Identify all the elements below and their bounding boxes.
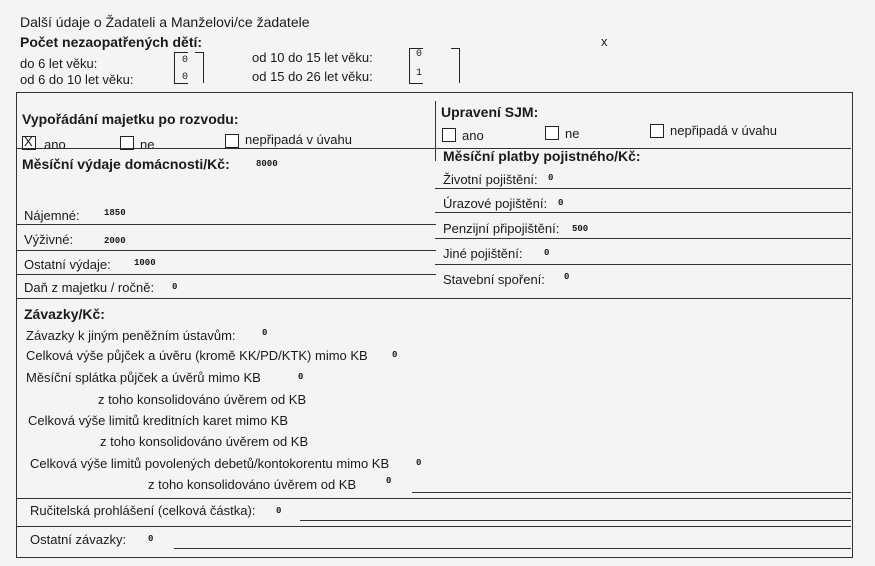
property-na-label: nepřipadá v úvahu bbox=[245, 132, 352, 147]
children-under-6-label: do 6 let věku: bbox=[20, 56, 98, 71]
liability-other-banks-label: Závazky k jiným peněžním ústavům: bbox=[26, 328, 236, 343]
liabilities-title: Závazky/Kč: bbox=[24, 306, 105, 322]
insurance-accident-value: 0 bbox=[558, 198, 564, 208]
liability-monthly-installment-label: Měsíční splátka půjček a úvěrů mimo KB bbox=[26, 370, 261, 385]
property-na-checkbox[interactable] bbox=[225, 134, 239, 148]
insurance-life-value: 0 bbox=[548, 173, 554, 183]
children-under-6-value: 0 bbox=[182, 55, 189, 66]
insurance-building-value: 0 bbox=[564, 272, 570, 282]
insurance-pension-label: Penzijní připojištění: bbox=[443, 221, 560, 236]
sjm-ano-checkbox[interactable] bbox=[442, 128, 456, 142]
liabilities-divider bbox=[16, 498, 851, 499]
expenses-total-value: 8000 bbox=[256, 159, 278, 169]
expense-tax-label: Daň z majetku / ročně: bbox=[24, 280, 155, 295]
insurance-other-label: Jiné pojištění: bbox=[443, 246, 523, 261]
form-title: Další údaje o Žadateli a Manželovi/ce žadatele bbox=[20, 14, 310, 30]
expense-other-line bbox=[16, 274, 436, 275]
sjm-ne-label: ne bbox=[565, 126, 580, 141]
liability-overdraft-consolidated-value: 0 bbox=[386, 476, 392, 486]
insurance-title: Měsíční platby pojistného/Kč: bbox=[443, 148, 641, 164]
other-liabilities-label: Ostatní závazky: bbox=[30, 532, 127, 547]
liability-loans-total-value: 0 bbox=[392, 350, 398, 360]
sjm-na-label: nepřipadá v úvahu bbox=[670, 123, 777, 138]
sjm-ne-checkbox[interactable] bbox=[545, 126, 559, 140]
sjm-ano-label: ano bbox=[462, 128, 484, 143]
expense-rent-value: 1850 bbox=[104, 208, 126, 218]
guarantee-label: Ručitelská prohlášení (celková částka): bbox=[30, 503, 256, 518]
expense-other-label: Ostatní výdaje: bbox=[24, 257, 111, 272]
expenses-bottom-line bbox=[16, 298, 851, 299]
liability-monthly-installment-value: 0 bbox=[298, 372, 304, 382]
check-mark: X bbox=[24, 134, 33, 149]
liability-loans-total-label: Celková výše půjček a úvěru (kromě KK/PD/KTK) mimo KB bbox=[26, 348, 368, 363]
liability-cards-consolidated-label: z toho konsolidováno úvěrem od KB bbox=[100, 434, 309, 449]
property-settlement-title: Vypořádání majetku po rozvodu: bbox=[22, 111, 239, 127]
liability-installment-consolidated-label: z toho konsolidováno úvěrem od KB bbox=[98, 392, 307, 407]
liability-credit-cards-label: Celková výše limitů kreditních karet mimo KB bbox=[28, 413, 289, 428]
sjm-na-checkbox[interactable] bbox=[650, 124, 664, 138]
insurance-pension-line bbox=[435, 238, 851, 239]
children-under-6-field-end bbox=[195, 52, 204, 83]
children-count-heading: Počet nezaopatřených dětí: bbox=[20, 34, 203, 50]
sjm-title: Upravení SJM: bbox=[441, 104, 539, 120]
insurance-accident-label: Úrazové pojištění: bbox=[443, 196, 548, 211]
insurance-building-label: Stavební spoření: bbox=[443, 272, 545, 287]
children-6-10-label: od 6 do 10 let věku: bbox=[20, 72, 134, 87]
expense-rent-label: Nájemné: bbox=[24, 208, 80, 223]
expense-tax-value: 0 bbox=[172, 282, 178, 292]
expense-other-value: 1000 bbox=[134, 258, 156, 268]
expense-alimony-label: Výživné: bbox=[24, 232, 74, 247]
property-ano-label: ano bbox=[44, 137, 66, 152]
liability-overdraft-value: 0 bbox=[416, 458, 422, 468]
guarantee-value: 0 bbox=[276, 506, 282, 516]
expense-alimony-line bbox=[16, 250, 436, 251]
guarantee-line bbox=[300, 520, 851, 521]
expense-alimony-value: 2000 bbox=[104, 236, 126, 246]
other-liabilities-line bbox=[174, 548, 851, 549]
guarantee-divider bbox=[16, 526, 851, 527]
insurance-other-line bbox=[435, 264, 851, 265]
children-10-15-field-end bbox=[451, 48, 460, 83]
expenses-title: Měsíční výdaje domácnosti/Kč: bbox=[22, 156, 230, 172]
other-liabilities-value: 0 bbox=[148, 534, 154, 544]
insurance-life-line bbox=[435, 188, 851, 189]
insurance-life-label: Životní pojištění: bbox=[443, 172, 538, 187]
section-divider bbox=[16, 148, 851, 149]
insurance-other-value: 0 bbox=[544, 248, 550, 258]
children-15-26-value: 1 bbox=[416, 68, 423, 79]
expense-rent-line bbox=[16, 224, 436, 225]
insurance-pension-value: 500 bbox=[572, 224, 589, 234]
children-15-26-label: od 15 do 26 let věku: bbox=[252, 69, 373, 84]
children-10-15-value: 0 bbox=[416, 49, 423, 60]
panel-divider bbox=[435, 101, 436, 161]
liability-overdraft-label: Celková výše limitů povolených debetů/kontokorentu mimo KB bbox=[30, 456, 390, 471]
property-ne-label: ne bbox=[140, 137, 155, 152]
children-10-15-label: od 10 do 15 let věku: bbox=[252, 50, 373, 65]
stray-mark: x bbox=[601, 34, 608, 49]
overdraft-consolidated-line bbox=[412, 492, 851, 493]
liability-overdraft-consolidated-label: z toho konsolidováno úvěrem od KB bbox=[148, 477, 357, 492]
liability-other-banks-value: 0 bbox=[262, 328, 268, 338]
children-6-10-value: 0 bbox=[182, 72, 189, 83]
insurance-accident-line bbox=[435, 212, 851, 213]
